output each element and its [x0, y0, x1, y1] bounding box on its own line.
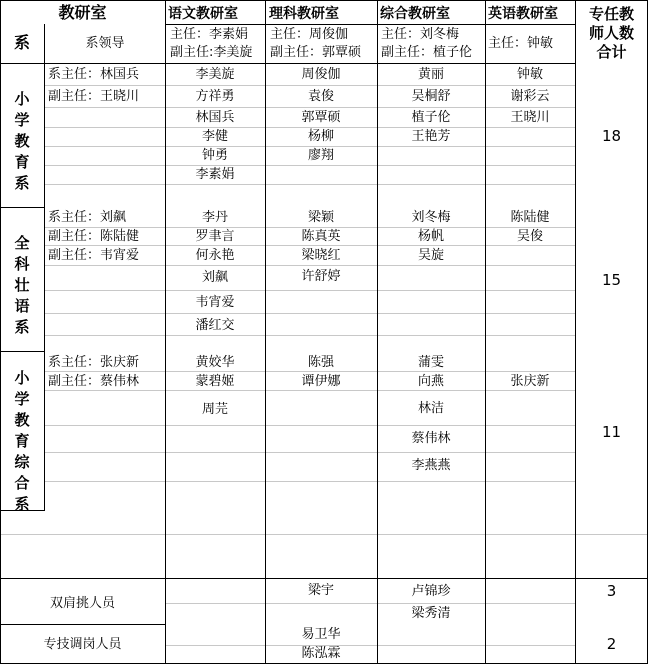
section-total: 18: [601, 127, 622, 145]
xi-label: 系: [13, 33, 30, 52]
teacher-name: 许舒婷: [301, 269, 341, 284]
teacher-name: 吴俊: [516, 229, 543, 244]
extra-total: 2: [606, 635, 617, 653]
teacher-name: 廖翔: [307, 148, 334, 163]
teacher-name: 陈泓霖: [301, 646, 341, 661]
teacher-name: 陈真英: [301, 229, 341, 244]
chinese-director: 主任：李素娟: [170, 27, 249, 42]
teacher-name: 张庆新: [510, 374, 550, 389]
dept-general-header: 综合教研室: [380, 6, 450, 22]
total-header-line2: 师人数: [588, 24, 634, 42]
teacher-name: 谭伊娜: [301, 374, 341, 389]
science-vice-director: 副主任：郭覃硕: [270, 45, 362, 60]
section-total: 15: [601, 271, 622, 289]
teacher-name: 王艳芳: [411, 129, 451, 144]
teacher-name: 方祥勇: [195, 89, 235, 104]
teacher-name: 梁秀清: [411, 606, 451, 621]
teacher-name: 罗聿言: [195, 229, 235, 244]
science-director: 主任：周俊伽: [270, 27, 349, 42]
section-name: 小学教育系: [14, 90, 30, 192]
teacher-name: 何永艳: [195, 248, 235, 263]
teacher-name: 植子伦: [411, 110, 451, 125]
header-title: 教研室: [58, 3, 107, 22]
section-leader: 系主任：张庆新: [48, 355, 140, 370]
teacher-name: 陈陆健: [510, 210, 550, 225]
extra-label: 专技调岗人员: [43, 637, 122, 652]
section-leader: 副主任：陈陆健: [48, 229, 140, 244]
english-director: 主任：钟敏: [488, 36, 554, 51]
teacher-name: 李健: [201, 129, 228, 144]
teacher-name: 谢彩云: [510, 89, 550, 104]
total-header-line1: 专任教: [588, 5, 634, 23]
teacher-name: 李燕燕: [411, 458, 451, 473]
teacher-name: 梁宇: [307, 583, 334, 598]
teacher-name: 林国兵: [195, 110, 235, 125]
section-leader: 系主任：林国兵: [48, 67, 140, 82]
section-total: 11: [601, 423, 622, 441]
teacher-name: 蔡伟林: [411, 431, 451, 446]
teacher-name: 钟勇: [201, 148, 228, 163]
teacher-name: 周俊伽: [301, 67, 341, 82]
total-header-line3: 合计: [596, 43, 627, 61]
teacher-name: 吴旋: [417, 248, 444, 263]
teacher-name: 周芫: [201, 402, 228, 417]
dept-chinese-header: 语文教研室: [168, 6, 238, 22]
teacher-name: 吴桐舒: [411, 89, 451, 104]
teacher-name: 蒙碧姬: [195, 374, 235, 389]
teacher-name: 袁俊: [307, 89, 334, 104]
leaders-label: 系领导: [85, 36, 125, 51]
section-name: 全科壮语系: [14, 234, 30, 336]
extra-label: 双肩挑人员: [49, 596, 115, 611]
teacher-name: 李美旋: [195, 67, 235, 82]
teacher-name: 易卫华: [301, 627, 341, 642]
general-director: 主任：刘冬梅: [381, 27, 460, 42]
teacher-name: 郭覃硕: [301, 110, 341, 125]
section-leader: 系主任：刘飙: [48, 210, 127, 225]
teacher-name: 刘冬梅: [411, 210, 451, 225]
extra-total: 3: [606, 582, 617, 600]
teacher-name: 梁晓红: [301, 248, 341, 263]
dept-english-header: 英语教研室: [488, 6, 558, 22]
teacher-name: 黄姣华: [195, 355, 235, 370]
teacher-name: 向燕: [417, 374, 444, 389]
section-leader: 副主任：王晓川: [48, 89, 140, 104]
dept-science-header: 理科教研室: [269, 6, 339, 22]
section-leader: 副主任：韦宵爱: [48, 248, 140, 263]
teacher-name: 潘红交: [195, 318, 235, 333]
teacher-name: 刘飙: [201, 270, 228, 285]
teacher-name: 林洁: [417, 401, 444, 416]
section-leader: 副主任：蔡伟林: [48, 374, 140, 389]
section-name: 小学教育综合系: [14, 369, 30, 513]
teacher-name: 李素娟: [195, 167, 235, 182]
chinese-vice-director: 副主任:李美旋: [170, 45, 253, 60]
teacher-name: 杨柳: [307, 129, 334, 144]
teacher-name: 卢锦珍: [411, 584, 451, 599]
teacher-name: 钟敏: [516, 67, 543, 82]
teacher-name: 杨帆: [417, 229, 444, 244]
teacher-name: 陈强: [307, 355, 334, 370]
teacher-name: 梁颖: [307, 210, 334, 225]
teacher-name: 黄丽: [417, 67, 444, 82]
teacher-name: 蒲雯: [417, 355, 444, 370]
teacher-name: 韦宵爱: [195, 295, 235, 310]
general-vice-director: 副主任：植子伦: [381, 45, 473, 60]
teacher-name: 李丹: [201, 210, 228, 225]
teacher-name: 王晓川: [510, 110, 550, 125]
